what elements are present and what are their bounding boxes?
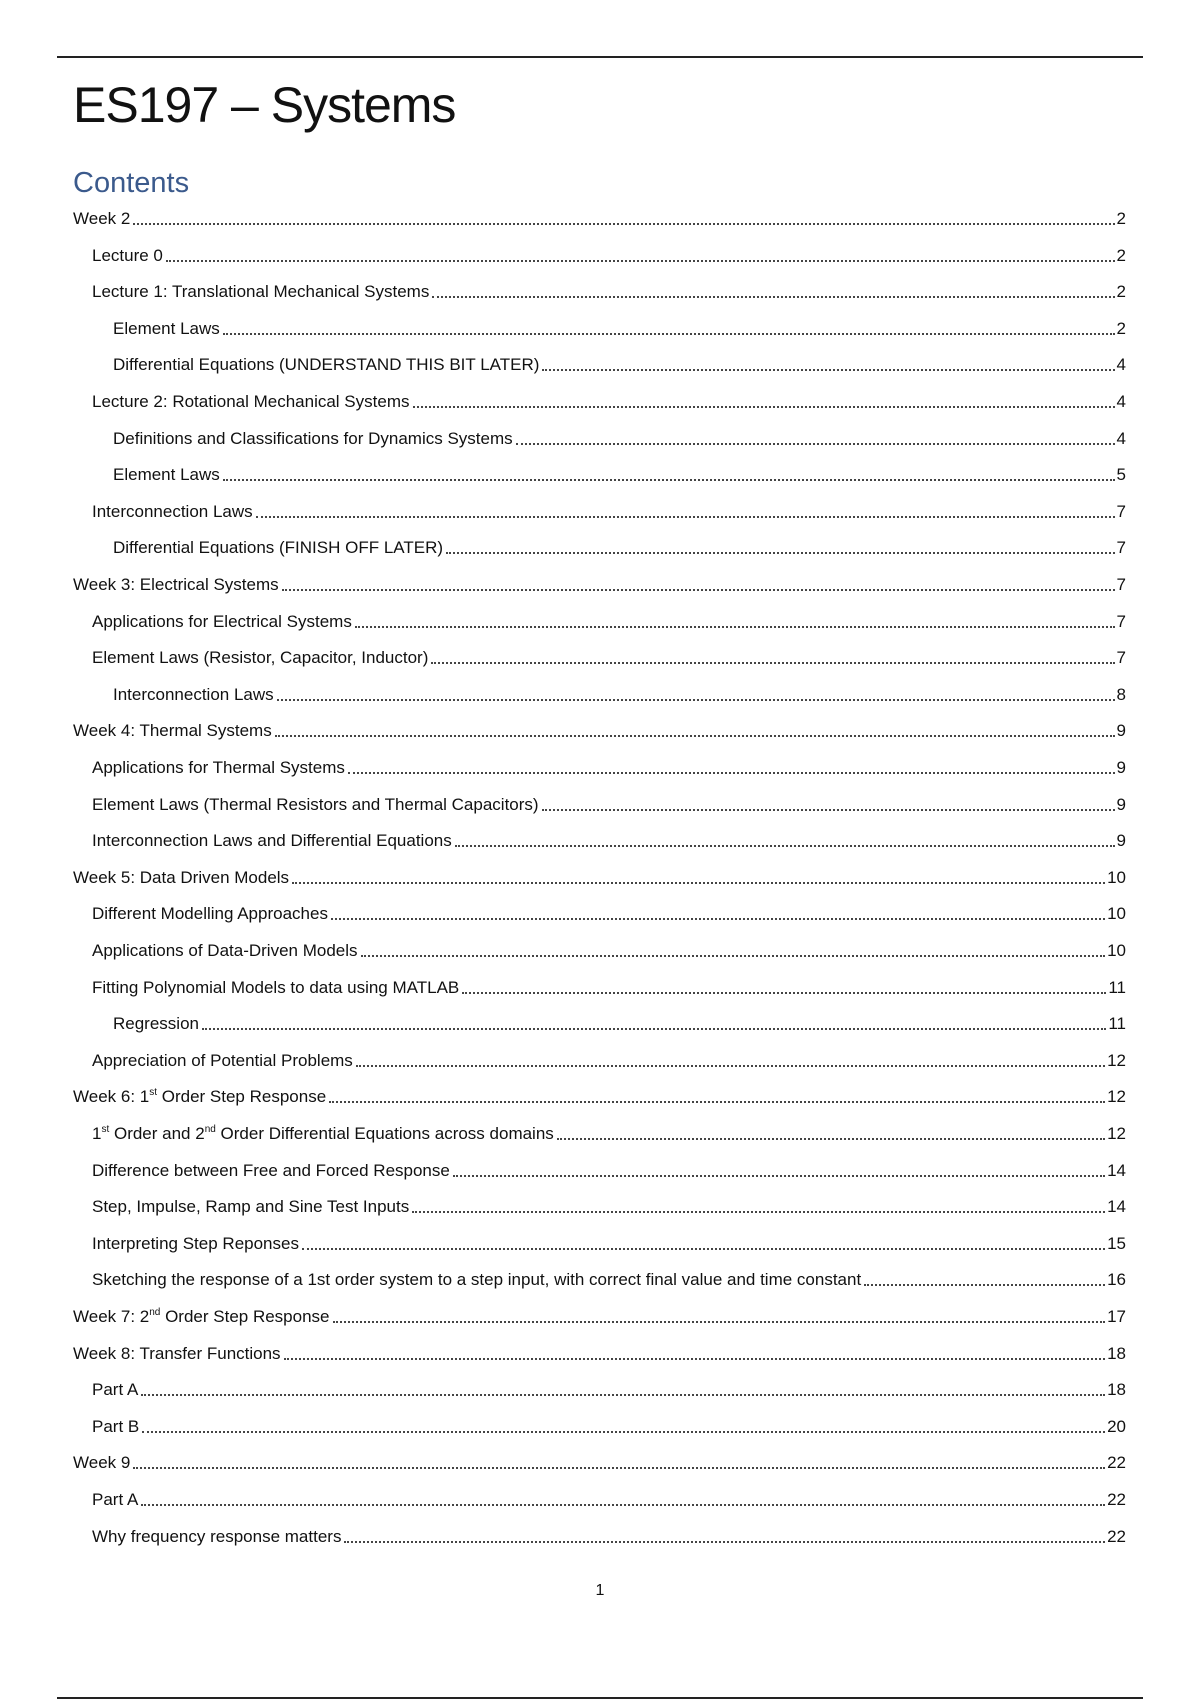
toc-entry-page: 2 — [1116, 282, 1126, 302]
toc-entry[interactable] — [73, 1414, 1126, 1438]
toc-entry-title: Different Modelling Approaches — [92, 904, 328, 924]
toc-entry[interactable] — [73, 645, 1126, 669]
toc-dot-leader — [516, 443, 1115, 445]
toc-dot-leader — [344, 1541, 1105, 1543]
toc-entry-page: 12 — [1107, 1087, 1126, 1107]
toc-entry-title: Element Laws — [113, 465, 220, 485]
toc-dot-leader — [302, 1248, 1105, 1250]
toc-entry[interactable] — [73, 535, 1126, 559]
toc-entry[interactable] — [73, 1048, 1126, 1072]
toc-dot-leader — [356, 1065, 1105, 1067]
toc-entry-page: 12 — [1107, 1050, 1126, 1070]
toc-dot-leader — [331, 918, 1105, 920]
toc-entry[interactable] — [73, 243, 1126, 267]
toc-entry[interactable] — [73, 1377, 1126, 1401]
toc-entry-title: Why frequency response matters — [92, 1526, 342, 1546]
toc-entry[interactable] — [73, 1231, 1126, 1255]
toc-entry-page: 15 — [1107, 1233, 1126, 1253]
toc-entry-page: 22 — [1107, 1490, 1126, 1509]
toc-entry-page: 20 — [1107, 1416, 1126, 1436]
toc-entry[interactable] — [73, 1487, 1126, 1511]
toc-entry-title: Interpreting Step Reponses — [92, 1233, 299, 1253]
toc-entry[interactable] — [73, 718, 1126, 742]
toc-entry-title: Sketching the response of a 1st order system to a step input, with correct final value and time constant — [92, 1270, 862, 1290]
toc-entry-page: 14 — [1107, 1160, 1126, 1180]
toc-entry-title: Element Laws — [113, 318, 220, 338]
toc-entry[interactable] — [73, 901, 1126, 925]
toc-entry-page: 4 — [1116, 428, 1126, 448]
toc-dot-leader — [431, 662, 1114, 664]
toc-entry-title: Interconnection Laws — [92, 501, 253, 521]
toc-entry-page: 2 — [1116, 245, 1126, 265]
toc-dot-leader — [413, 406, 1115, 408]
toc-entry[interactable] — [73, 1011, 1126, 1035]
toc-dot-leader — [542, 369, 1114, 371]
toc-entry-title: Step, Impulse, Ramp and Sine Test Inputs — [92, 1197, 410, 1217]
toc-dot-leader — [141, 1394, 1105, 1396]
toc-entry[interactable] — [73, 1341, 1126, 1365]
toc-entry[interactable] — [73, 682, 1126, 706]
toc-entry-page: 7 — [1116, 611, 1126, 631]
toc-dot-leader — [412, 1211, 1105, 1213]
toc-entry-title: Week 8: Transfer Functions — [73, 1343, 281, 1363]
toc-entry[interactable] — [73, 1121, 1126, 1145]
toc-entry[interactable] — [73, 426, 1126, 450]
toc-entry-title: Week 4: Thermal Systems — [73, 721, 272, 741]
toc-entry-title: Appreciation of Potential Problems — [92, 1050, 353, 1070]
toc-dot-leader — [542, 809, 1115, 811]
toc-entry-title: Part B — [92, 1416, 140, 1436]
toc-entry-page: 14 — [1107, 1197, 1126, 1217]
toc-entry-title: Week 5: Data Driven Models — [73, 867, 290, 887]
toc-entry-page: 10 — [1107, 904, 1126, 924]
toc-entry[interactable] — [73, 792, 1126, 816]
toc-entry[interactable] — [73, 1084, 1126, 1108]
toc-entry[interactable] — [73, 462, 1126, 486]
toc-dot-leader — [355, 626, 1115, 628]
toc-entry-title: Interconnection Laws — [113, 684, 274, 704]
toc-dot-leader — [256, 516, 1115, 518]
toc-dot-leader — [282, 589, 1115, 591]
toc-entry-title: Interconnection Laws and Differential Equations — [92, 831, 452, 851]
toc-entry-title: Week 2 — [73, 209, 131, 228]
top-rule — [57, 56, 1143, 58]
toc-dot-leader — [284, 1358, 1106, 1360]
toc-entry[interactable] — [73, 755, 1126, 779]
toc-entry-page: 16 — [1107, 1270, 1126, 1290]
toc-entry[interactable] — [73, 572, 1126, 596]
toc-entry-title: Week 7: 2nd Order Step Response — [73, 1307, 330, 1326]
toc-entry-page: 12 — [1107, 1124, 1126, 1143]
toc-entry-page: 11 — [1108, 977, 1126, 997]
toc-entry[interactable] — [73, 1194, 1126, 1218]
toc-entry-title: Part A — [92, 1380, 139, 1400]
toc-entry-page: 9 — [1116, 758, 1126, 777]
toc-entry-page: 9 — [1116, 794, 1126, 814]
toc-dot-leader — [166, 260, 1115, 262]
toc-entry-page: 11 — [1108, 1014, 1126, 1034]
toc-entry-title: Lecture 0 — [92, 245, 163, 265]
toc-entry[interactable] — [73, 316, 1126, 340]
toc-entry-page: 4 — [1116, 392, 1126, 411]
toc-dot-leader — [223, 479, 1115, 481]
toc-dot-leader — [142, 1431, 1105, 1433]
toc-entry[interactable] — [73, 1158, 1126, 1182]
toc-entry-page: 7 — [1116, 575, 1126, 594]
toc-dot-leader — [432, 296, 1114, 298]
toc-entry-title: Week 3: Electrical Systems — [73, 575, 279, 594]
toc-entry[interactable] — [73, 279, 1126, 303]
toc-entry-page: 18 — [1107, 1343, 1126, 1363]
toc-entry-title: Week 6: 1st Order Step Response — [73, 1087, 327, 1107]
toc-dot-leader — [462, 992, 1106, 994]
toc-entry-title: Lecture 1: Translational Mechanical Systems — [92, 282, 430, 302]
toc-entry[interactable] — [73, 1524, 1126, 1548]
toc-dot-leader — [141, 1504, 1105, 1506]
toc-entry-page: 4 — [1116, 355, 1126, 375]
contents-heading: Contents — [73, 167, 190, 199]
toc-entry[interactable] — [73, 975, 1126, 999]
toc-entry[interactable] — [73, 609, 1126, 633]
toc-dot-leader — [455, 845, 1115, 847]
toc-dot-leader — [277, 699, 1115, 701]
toc-dot-leader — [348, 772, 1115, 774]
toc-entry-page: 7 — [1116, 501, 1126, 521]
toc-dot-leader — [292, 882, 1105, 884]
toc-dot-leader — [133, 223, 1114, 225]
toc-dot-leader — [133, 1467, 1105, 1469]
toc-entry-title: Lecture 2: Rotational Mechanical Systems — [92, 392, 410, 411]
toc-entry[interactable] — [73, 828, 1126, 852]
toc-entry-page: 9 — [1116, 721, 1126, 741]
toc-entry[interactable] — [73, 1304, 1126, 1328]
toc-entry[interactable] — [73, 499, 1126, 523]
toc-entry[interactable] — [73, 1267, 1126, 1291]
toc-entry-page: 22 — [1107, 1526, 1126, 1546]
toc-dot-leader — [446, 552, 1115, 554]
toc-dot-leader — [453, 1175, 1105, 1177]
toc-dot-leader — [864, 1284, 1105, 1286]
toc-entry-title: Element Laws (Thermal Resistors and Thermal Capacitors) — [92, 794, 539, 814]
toc-dot-leader — [329, 1101, 1105, 1103]
toc-entry-title: Regression — [113, 1014, 199, 1034]
toc-entry-title: Element Laws (Resistor, Capacitor, Inductor) — [92, 648, 429, 668]
toc-dot-leader — [202, 1028, 1106, 1030]
toc-entry-page: 17 — [1107, 1307, 1126, 1326]
toc-entry-title: 1st Order and 2nd Order Differential Equations across domains — [92, 1124, 554, 1143]
toc-entry-page: 22 — [1107, 1453, 1126, 1473]
toc-entry-page: 9 — [1116, 831, 1126, 851]
bottom-rule — [57, 1697, 1143, 1699]
toc-entry[interactable] — [73, 865, 1126, 889]
toc-dot-leader — [275, 735, 1115, 737]
toc-entry[interactable] — [73, 389, 1126, 413]
toc-dot-leader — [557, 1138, 1105, 1140]
toc-entry-title: Applications for Thermal Systems — [92, 758, 345, 777]
toc-entry-page: 10 — [1107, 941, 1126, 960]
toc-entry-title: Difference between Free and Forced Response — [92, 1160, 450, 1180]
toc-entry-title: Applications of Data-Driven Models — [92, 941, 358, 960]
toc-entry[interactable] — [73, 206, 1126, 230]
toc-entry-page: 8 — [1116, 684, 1126, 704]
toc-entry-title: Week 9 — [73, 1453, 131, 1473]
toc-entry-page: 10 — [1107, 867, 1126, 887]
toc-entry[interactable] — [73, 352, 1126, 376]
toc-entry-title: Differential Equations (FINISH OFF LATER) — [113, 538, 444, 558]
toc-entry[interactable] — [73, 1450, 1126, 1474]
toc-entry-page: 7 — [1116, 648, 1126, 668]
toc-entry-page: 18 — [1107, 1380, 1126, 1400]
toc-dot-leader — [333, 1321, 1106, 1323]
page-number: 1 — [595, 1582, 605, 1599]
toc-entry[interactable] — [73, 938, 1126, 962]
toc-dot-leader — [361, 955, 1106, 957]
toc-entry-page: 2 — [1116, 209, 1126, 228]
toc-entry-title: Fitting Polynomial Models to data using MATLAB — [92, 977, 460, 997]
toc-entry-title: Differential Equations (UNDERSTAND THIS BIT LATER) — [113, 355, 540, 375]
toc-entry-title: Part A — [92, 1490, 139, 1509]
toc-entry-title: Definitions and Classifications for Dynamics Systems — [113, 428, 513, 448]
toc-entry-page: 7 — [1116, 538, 1126, 558]
document-title: ES197 – Systems — [73, 77, 456, 133]
toc-entry-page: 5 — [1116, 465, 1126, 485]
toc-dot-leader — [223, 333, 1115, 335]
toc-entry-title: Applications for Electrical Systems — [92, 611, 352, 631]
toc-entry-page: 2 — [1116, 318, 1126, 338]
